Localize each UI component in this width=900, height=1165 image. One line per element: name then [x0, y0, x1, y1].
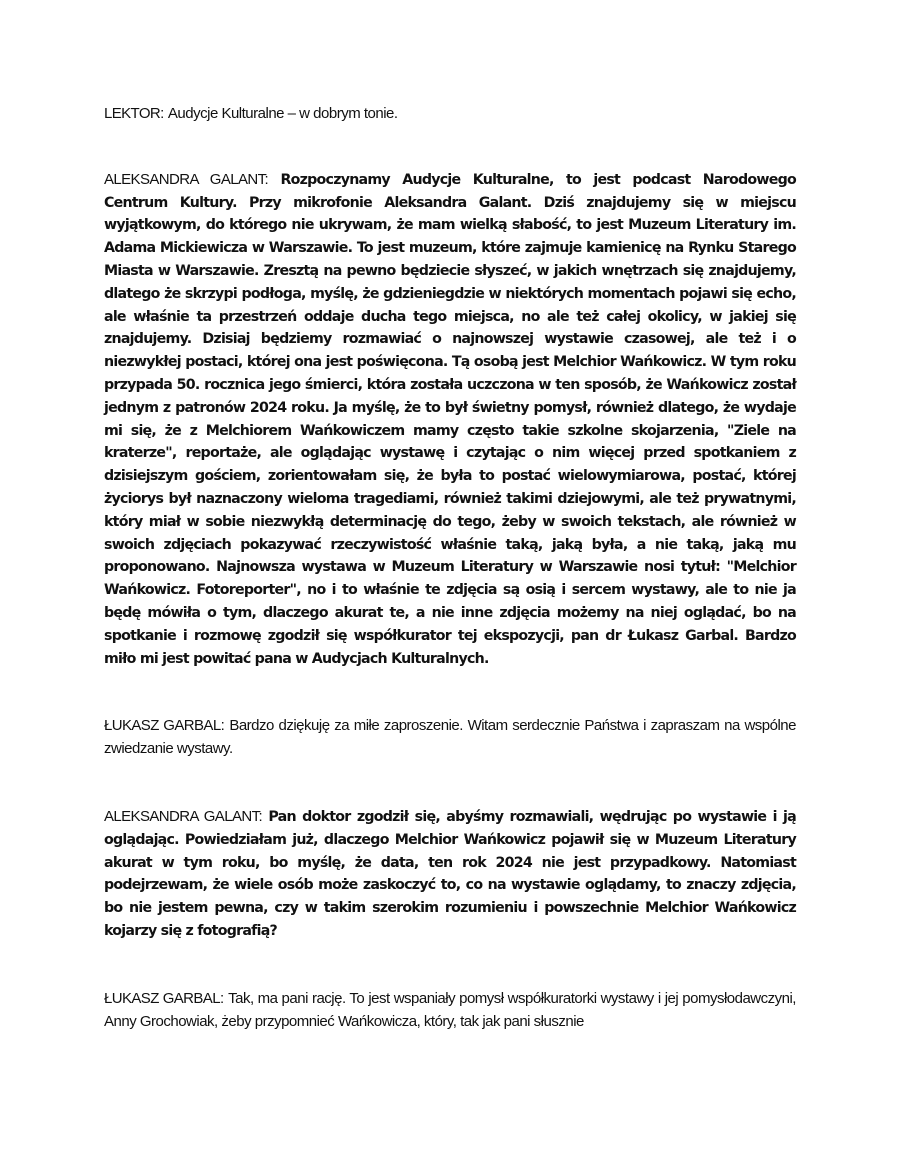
utterance-text: Pan doktor zgodził się, abyśmy rozmawiali, wędrując po wystawie i ją oglądając. Powiedziałam już, dlaczego Melchior Wańkowicz pojawił się w Muzeum Literatury akurat w tym roku, bo myślę, że data, ten rok 2024 nie jest przypadkowy. Natomiast podejrzewam, że wiele osób może zaskoczyć to, co na wystawie oglądamy, to znaczy zdjęcia, bo nie jestem pewna, czy w takim szerokim rozumieniu i powszechnie Melchior Wańkowicz kojarzy się z fotografią? — [104, 808, 796, 939]
paragraph-lukasz-garbal-answer — [104, 988, 796, 1034]
speaker-label: ALEKSANDRA GALANT: — [104, 807, 263, 825]
utterance-text: Tak, ma pani rację. To jest wspaniały pomysł współkuratorki wystawy i jej pomysłodawczyni, Anny Grochowiak, żeby przypomnieć Wańkowicza, który, tak jak pani słusznie — [104, 989, 796, 1030]
paragraph-lukasz-garbal-greeting — [104, 715, 796, 761]
transcript-page — [104, 103, 796, 1033]
speaker-label: ALEKSANDRA GALANT: — [104, 170, 269, 188]
paragraph-aleksandra-galant-question — [104, 806, 796, 943]
paragraph-lektor — [104, 103, 796, 126]
speaker-label: LEKTOR: — [104, 105, 164, 122]
utterance-text: Bardzo dziękuję za miłe zaproszenie. Witam serdecznie Państwa i zapraszam na wspólne zwiedzanie wystawy. — [104, 717, 796, 758]
speaker-label: ŁUKASZ GARBAL: — [104, 989, 224, 1007]
paragraph-aleksandra-galant-intro — [104, 169, 796, 671]
utterance-text: Audycje Kulturalne – w dobrym tonie. — [167, 105, 398, 122]
utterance-text: Rozpoczynamy Audycje Kulturalne, to jest podcast Narodowego Centrum Kultury. Przy mikrofonie Aleksandra Galant. Dziś znajdujemy się w miejscu wyjątkowym, do którego nie ukrywam, że mam wielką słabość, to jest Muzeum Literatury im. Adama Mickiewicza w Warszawie. To jest muzeum, które zajmuje kamienicę na Rynku Starego Miasta w Warszawie. Zresztą na pewno będziecie słyszeć, w jakich wnętrzach się znajdujemy, dlatego że skrzypi podłoga, myślę, że gdzieniegdzie w niektórych momentach pojawi się echo, ale właśnie ta przestrzeń oddaje ducha tego miejsca, no ale też całej okolicy, w jakiej się znajdujemy. Dzisiaj będziemy rozmawiać o najnowszej wystawie czasowej, ale też i o niezwykłej postaci, której ona jest poświęcona. Tą osobą jest Melchior Wańkowicz. W tym roku przypada 50. rocznica jego śmierci, która została uczczona w ten sposób, że Wańkowicz został jednym z patronów 2024 roku. Ja myślę, że to był świetny pomysł, również dlatego, że wydaje mi się, że z Melchiorem Wańkowiczem mamy często takie szkolne skojarzenia, "Ziele na kraterze", reportaże, ale oglądając wystawę i czytając o nim więcej przed spotkaniem z dzisiejszym gościem, zorientowałam się, że była to postać wielowymiarowa, postać, której życiorys był naznaczony wieloma tragediami, również takimi dziejowymi, ale też prywatnymi, który miał w sobie niezwykłą determinację do tego, żeby w swoich tekstach, ale również w swoich zdjęciach pokazywać rzeczywistość właśnie taką, jaką była, a nie taką, jaką mu proponowano. Najnowsza wystawa w Muzeum Literatury w Warszawie nosi tytuł: "Melchior Wańkowicz. Fotoreporter", no i to właśnie te zdjęcia są osią i sercem wystawy, ale to nie ja będę mówiła o tym, dlaczego akurat te, a nie inne zdjęcia możemy na niej oglądać, bo na spotkanie i rozmowę zgodził się współkurator tej ekspozycji, pan dr Łukasz Garbal. Bardzo miło mi jest powitać pana w Audycjach Kulturalnych. — [104, 171, 796, 667]
speaker-label: ŁUKASZ GARBAL: — [104, 717, 225, 735]
